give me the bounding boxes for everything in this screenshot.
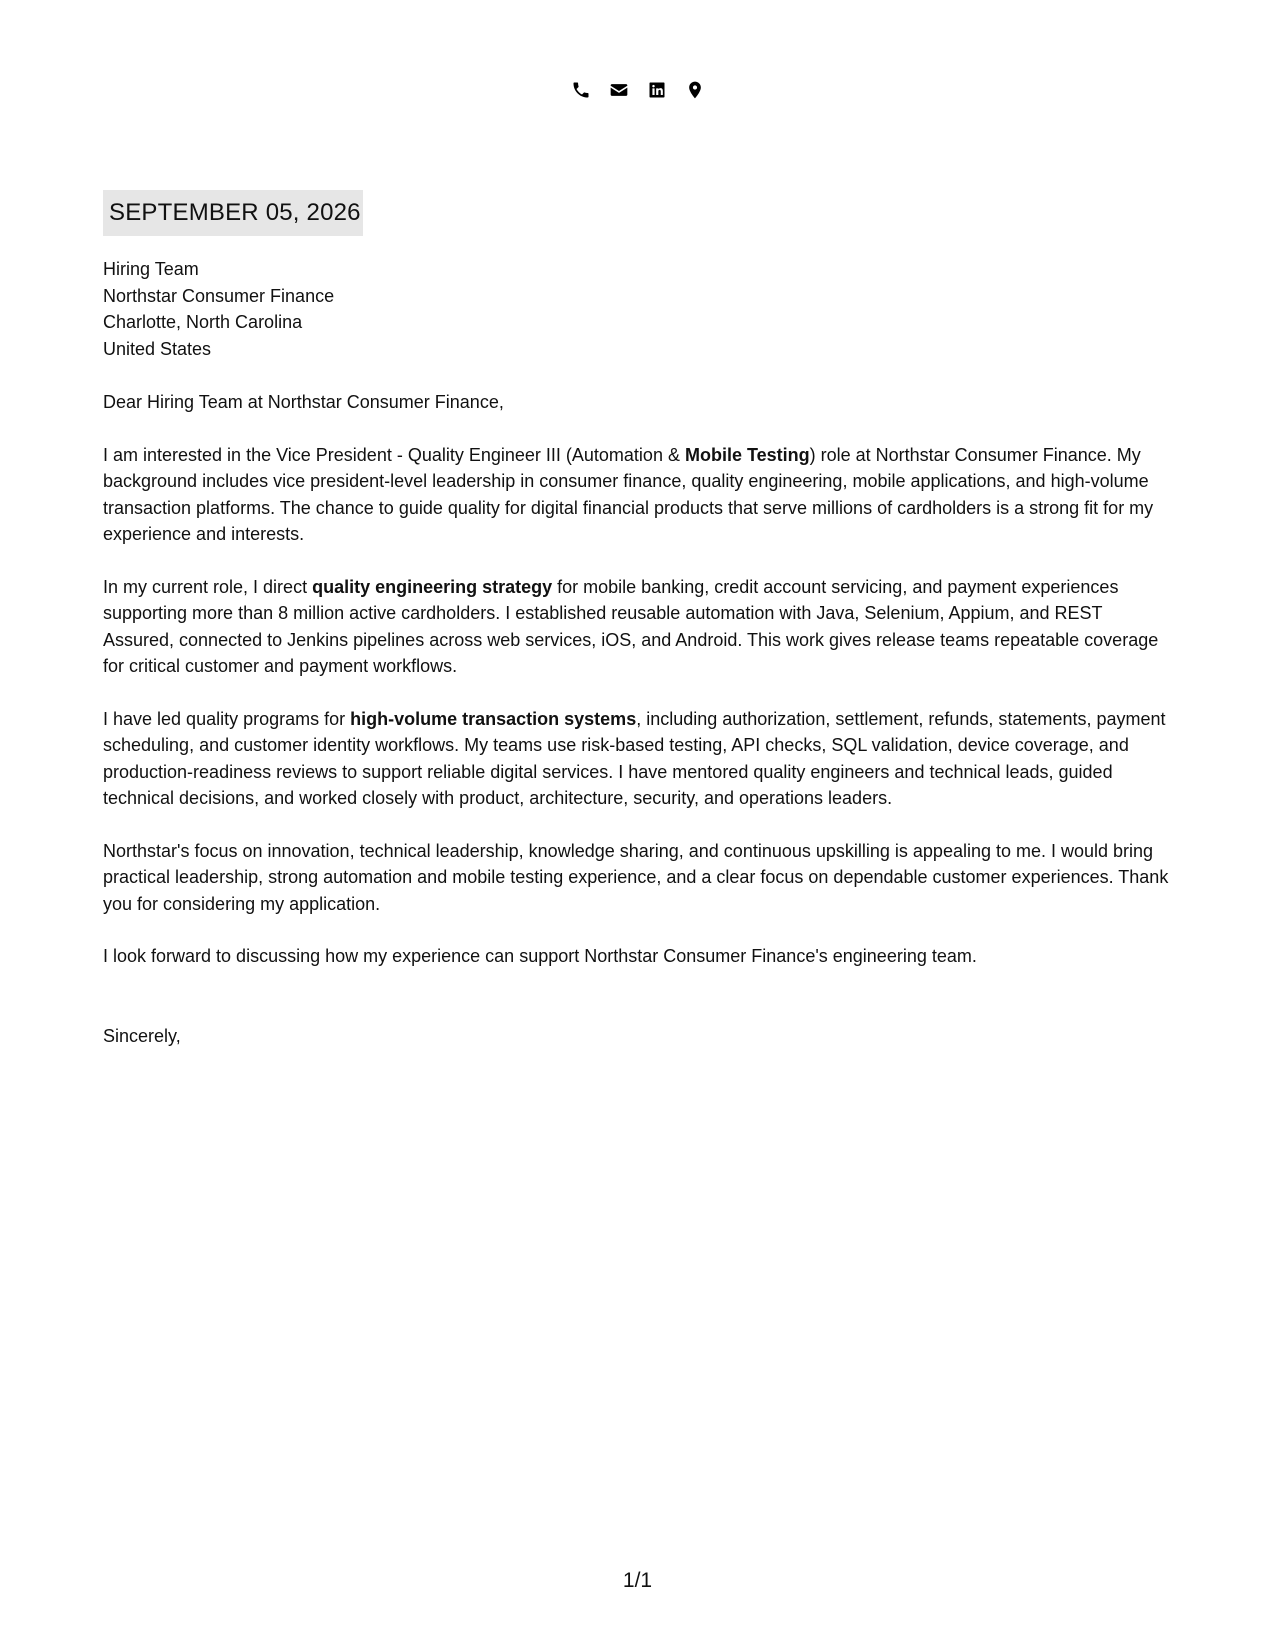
location-icon[interactable] bbox=[685, 80, 705, 100]
body-paragraph-3 bbox=[103, 706, 1175, 812]
letter-date: SEPTEMBER 05, 2026 bbox=[103, 190, 363, 236]
linkedin-icon[interactable] bbox=[647, 80, 667, 100]
paragraph-text: ) role at Northstar Consumer Finance. My background includes vice president-level leadership in consumer finance, quality engineering, mobile applications, and high-volume transaction platforms. The chance to guide quality for digital financial products that serve millions of cardholders is a strong fit for my experience and interests. bbox=[103, 444, 1154, 544]
paragraph-text: , including authorization, settlement, refunds, statements, payment scheduling, and customer identity workflows. My teams use risk-based testing, API checks, SQL validation, device coverage, and production-readiness reviews to support reliable digital services. I have mentored quality engineers and technical leads, guided technical decisions, and worked closely with product, architecture, security, and operations leaders. bbox=[103, 708, 1166, 808]
paragraph-text: I have led quality programs for bbox=[103, 708, 351, 729]
body-paragraph-2 bbox=[103, 574, 1175, 680]
paragraph-emphasis: high-volume transaction systems bbox=[350, 708, 637, 729]
phone-icon[interactable] bbox=[571, 80, 591, 100]
paragraph-emphasis: Mobile Testing bbox=[684, 444, 810, 465]
contact-icons-bar bbox=[0, 80, 1275, 100]
recipient-line: Hiring Team bbox=[103, 259, 199, 279]
paragraph-text: In my current role, I direct bbox=[103, 576, 313, 597]
paragraph-text: for mobile banking, credit account servicing, and payment experiences supporting more than 8 million active cardholders. I established reusable automation with Java, Selenium, Appium, and REST Assured, connected to Jenkins pipelines across web services, iOS, and Android. This work gives release teams repeatable coverage for critical customer and payment workflows. bbox=[103, 576, 1159, 676]
closing: Sincerely, bbox=[103, 1025, 181, 1046]
recipient-line: Northstar Consumer Finance bbox=[103, 285, 335, 306]
cover-letter bbox=[103, 190, 1175, 1049]
body-paragraph-5: I look forward to discussing how my experience can support Northstar Consumer Finance's engineering team. bbox=[103, 946, 977, 966]
recipient-line: United States bbox=[103, 338, 212, 359]
salutation: Dear Hiring Team at Northstar Consumer Finance, bbox=[103, 392, 504, 412]
paragraph-text: I am interested in the Vice President - Quality Engineer III (Automation & bbox=[103, 444, 685, 465]
paragraph-emphasis: quality engineering strategy bbox=[312, 576, 553, 597]
body-paragraph-1 bbox=[103, 442, 1175, 548]
recipient-address bbox=[103, 256, 1175, 362]
email-icon[interactable] bbox=[609, 80, 629, 100]
body-paragraph-4: Northstar's focus on innovation, technical leadership, knowledge sharing, and continuous upskilling is appealing to me. I would bring practical leadership, strong automation and mobile testing experience, and a clear focus on dependable customer experiences. Thank you for considering my application. bbox=[103, 840, 1169, 914]
page-number: 1/1 bbox=[622, 1569, 653, 1592]
recipient-line: Charlotte, North Carolina bbox=[103, 312, 303, 332]
